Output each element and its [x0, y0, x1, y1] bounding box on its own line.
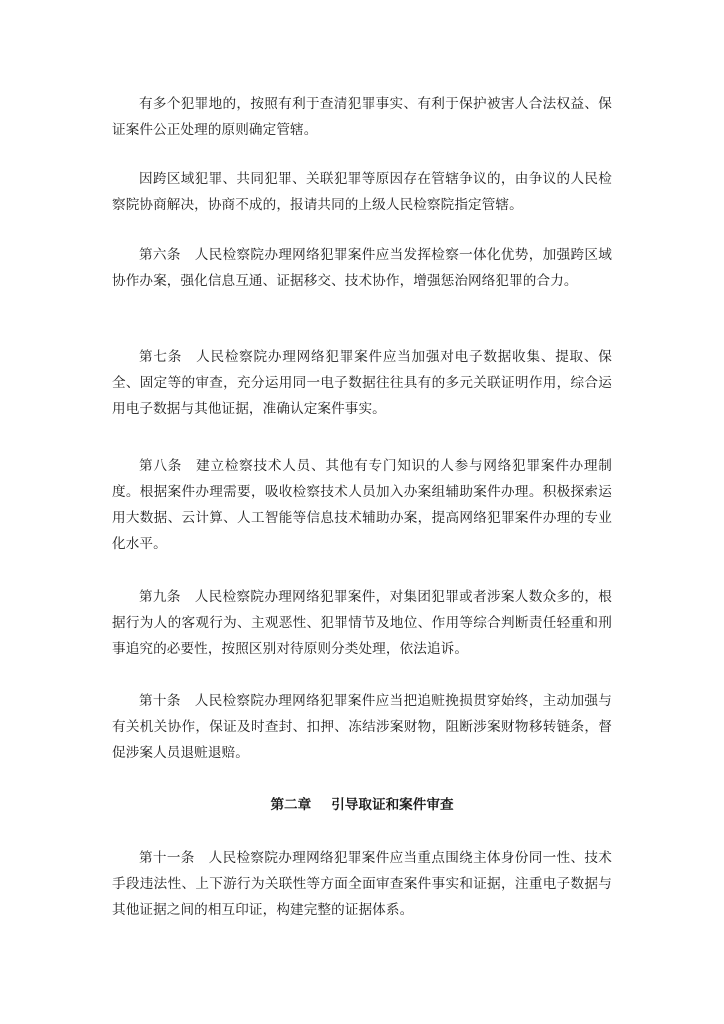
paragraph-jurisdiction-multiple — [112, 91, 612, 143]
article-number: 第八条 — [139, 458, 183, 474]
article-8 — [112, 453, 612, 557]
article-number: 第十一条 — [139, 850, 195, 866]
article-text: 建立检察技术人员、其他有专门知识的人参与网络犯罪案件办理制度。根据案件办理需要，吸收检察技术人员加入办案组辅助案件办理。积极探索运用大数据、云计算、人工智能等信息技术辅助办案，提高网络犯罪案件办理的专业化水平。 — [112, 458, 612, 552]
article-10 — [112, 688, 612, 766]
paragraph-text: 有多个犯罪地的，按照有利于查清犯罪事实、有利于保护被害人合法权益、保证案件公正处理的原则确定管辖。 — [112, 96, 612, 138]
article-6 — [112, 242, 612, 294]
paragraph-jurisdiction-dispute — [112, 166, 612, 218]
article-11 — [112, 845, 612, 923]
article-text: 人民检察院办理网络犯罪案件，对集团犯罪或者涉案人数众多的，根据行为人的客观行为、主观恶性、犯罪情节及地位、作用等综合判断责任轻重和刑事追究的必要性，按照区别对待原则分类处理，依法追诉。 — [112, 589, 612, 657]
chapter-heading — [112, 792, 612, 818]
article-text: 人民检察院办理网络犯罪案件应当重点围绕主体身份同一性、技术手段违法性、上下游行为关联性等方面全面审查案件事实和证据，注重电子数据与其他证据之间的相互印证，构建完整的证据体系。 — [112, 850, 612, 918]
article-number: 第七条 — [139, 349, 183, 365]
paragraph-text: 因跨区域犯罪、共同犯罪、关联犯罪等原因存在管辖争议的，由争议的人民检察院协商解决，协商不成的，报请共同的上级人民检察院指定管辖。 — [112, 171, 612, 213]
article-number: 第九条 — [139, 589, 181, 605]
article-text: 人民检察院办理网络犯罪案件应当把追赃挽损贯穿始终，主动加强与有关机关协作，保证及时查封、扣押、冻结涉案财物，阻断涉案财物移转链条，督促涉案人员退赃退赔。 — [112, 693, 612, 761]
chapter-number: 第二章 — [270, 797, 312, 813]
chapter-title: 引导取证和案件审查 — [331, 797, 454, 813]
article-9 — [112, 584, 612, 662]
article-number: 第六条 — [139, 247, 181, 263]
article-number: 第十条 — [139, 693, 181, 709]
article-text: 人民检察院办理网络犯罪案件应当发挥检察一体化优势，加强跨区域协作办案，强化信息互通、证据移交、技术协作，增强惩治网络犯罪的合力。 — [112, 247, 612, 289]
article-text: 人民检察院办理网络犯罪案件应当加强对电子数据收集、提取、保全、固定等的审查，充分运用同一电子数据往往具有的多元关联证明作用，综合运用电子数据与其他证据，准确认定案件事实。 — [112, 349, 612, 417]
article-7 — [112, 344, 612, 422]
